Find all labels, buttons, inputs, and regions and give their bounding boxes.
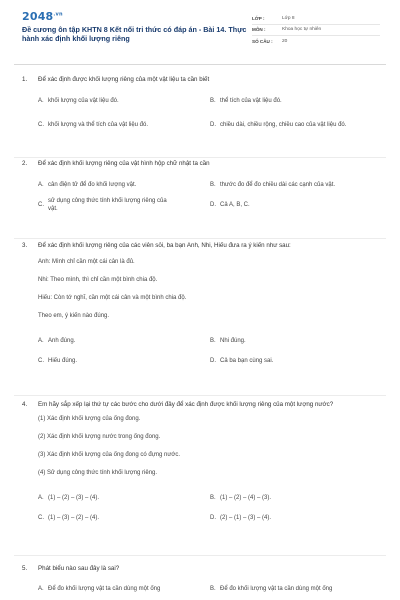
question-details — [38, 258, 382, 330]
question-number: 3. — [22, 242, 28, 249]
question-separator — [14, 395, 386, 396]
document-title: Đề cương ôn tập KHTN 8 Kết nối tri thức có đáp án - Bài 14. Thực hành xác định khối lượng riêng — [22, 25, 247, 44]
meta-subject: MÔN : Khoa học tự nhiên — [252, 25, 380, 37]
question-text: Để xác định khối lượng riêng của các viên sỏi, ba bạn Anh, Nhi, Hiếu đưa ra ý kiến như sau: — [38, 242, 291, 249]
detail-line: (2) Xác định khối lượng nước trong ống đong. — [38, 434, 161, 440]
option-b[interactable]: B. thể tích của vật liệu đó. — [210, 98, 282, 104]
option-d[interactable]: D. (2) – (1) – (3) – (4). — [210, 515, 272, 521]
question-text: Em hãy sắp xếp lại thứ tự các bước cho dưới đây để xác định được khối lượng riêng của một lượng nước? — [38, 401, 334, 408]
question-details — [38, 415, 382, 487]
detail-line: Hiếu: Còn tớ nghĩ, cần một cái cân và một bình chia độ. — [38, 295, 187, 301]
question-number: 2. — [22, 160, 28, 167]
question-number: 5. — [22, 565, 28, 572]
question-1 — [0, 75, 400, 159]
option-a[interactable]: A. (1) – (2) – (3) – (4). — [38, 495, 100, 501]
header-divider — [14, 64, 386, 65]
option-b[interactable]: B. Để đo khối lượng vật ta cần dùng một ống — [210, 586, 333, 592]
option-a[interactable]: A. Anh đúng. — [38, 338, 76, 344]
option-d[interactable]: D. Cả ba bạn cùng sai. — [210, 358, 274, 364]
question-list — [0, 75, 400, 600]
detail-line: (1) Xác định khối lượng của ống đong. — [38, 416, 141, 422]
detail-line: Anh: Mình chỉ cần một cái cân là đủ. — [38, 259, 135, 265]
question-text: Để xác định được khối lượng riêng của một vật liệu ta cần biết — [38, 76, 210, 83]
document-header — [0, 0, 400, 65]
question-separator — [14, 238, 386, 239]
document-meta — [252, 13, 380, 47]
detail-line: (3) Xác định khối lượng của ống đong có đựng nước. — [38, 452, 181, 458]
option-b[interactable]: B. (1) – (2) – (4) – (3). — [210, 495, 272, 501]
option-d[interactable]: D. Cả A, B, C. — [210, 202, 250, 208]
option-c[interactable]: C. khối lượng và thể tích của vật liệu đó. — [38, 122, 149, 128]
detail-line: (4) Sử dụng công thức tính khối lượng riêng. — [38, 470, 158, 476]
question-number: 4. — [22, 401, 28, 408]
question-separator — [14, 157, 386, 158]
question-text: Phát biểu nào sau đây là sai? — [38, 565, 120, 572]
question-4 — [0, 400, 400, 564]
meta-class: LỚP : Lớp 8 — [252, 13, 380, 25]
question-5 — [0, 564, 400, 600]
option-c[interactable]: C. sử dụng công thức tính khối lượng riêng của vật. — [38, 198, 167, 212]
option-b[interactable]: B. Nhi đúng. — [210, 338, 246, 344]
detail-line: Theo em, ý kiến nào đúng. — [38, 313, 110, 319]
option-a[interactable]: A. khối lượng của vật liệu đó. — [38, 98, 119, 104]
option-a[interactable]: A. cân điện tử để đo khối lượng vật. — [38, 182, 137, 188]
question-3 — [0, 241, 400, 400]
option-c[interactable]: C. Hiếu đúng. — [38, 358, 78, 364]
option-a[interactable]: A. Để đo khối lượng vật ta cần dùng một ống — [38, 586, 161, 592]
question-separator — [14, 555, 386, 556]
option-b[interactable]: B. thước đo để đo chiều dài các cạnh của vật. — [210, 182, 336, 188]
option-d[interactable]: D. chiều dài, chiều rộng, chiều cao của vật liệu đó. — [210, 122, 347, 128]
question-2 — [0, 159, 400, 241]
question-text: Để xác định khối lượng riêng của vật hình hộp chữ nhật ta cần — [38, 160, 210, 167]
detail-line: Nhi: Theo mình, thì chỉ cần một bình chia độ. — [38, 277, 158, 283]
site-logo[interactable]: $2048^{.vn}$ — [22, 10, 63, 23]
option-c[interactable]: C. (1) – (3) – (2) – (4). — [38, 515, 100, 521]
meta-question-count: SỐ CÂU : 20 — [252, 38, 288, 44]
question-number: 1. — [22, 76, 28, 83]
